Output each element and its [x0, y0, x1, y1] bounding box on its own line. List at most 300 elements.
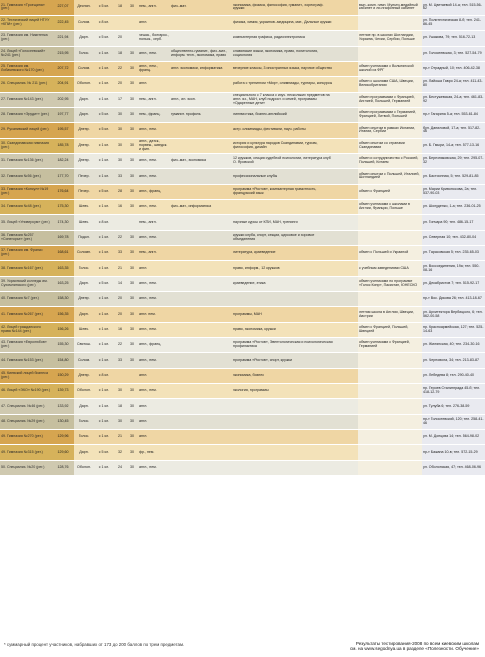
international-programs-cell: обмен опытом со странами Скандинавии: [358, 138, 422, 153]
international-programs-cell: [358, 445, 422, 460]
admission-grade-cell: с 1 кл.: [94, 199, 114, 214]
international-programs-cell: обмен с Францией, Польшей, Швецией: [358, 322, 422, 337]
address-cell: пр. Героев Сталинграда 45-б; тел. 418-12-79: [422, 384, 485, 399]
languages-cell: англ., нем.: [138, 153, 170, 168]
class-size-cell: 30: [126, 307, 138, 322]
admission-grade-cell: с 5 кл.: [94, 107, 114, 122]
international-programs-cell: обмен учениками с Вольнянской школой из ФРГ: [358, 61, 422, 76]
table-row: [0, 153, 485, 168]
district-cell: Солом.: [74, 353, 94, 368]
profile-cell: физ.-мат., экономика: [170, 153, 232, 168]
table-row: [0, 123, 485, 138]
school-name-cell: 46. Лицей «ЭКО» №190 (рег.): [0, 384, 52, 399]
test-score-cell: 133,92: [52, 399, 74, 414]
profile-cell: англ., ин. экон.: [170, 92, 232, 107]
district-cell: Оболон.: [74, 460, 94, 475]
international-programs-cell: [358, 399, 422, 414]
school-name-cell: 24. Лицей «Голосеевский» №241 (рег.): [0, 46, 52, 61]
extra-cell: [336, 261, 358, 276]
district-cell: Дарн.: [74, 107, 94, 122]
languages-cell: англ., датск., норвеж., шведск. и фин.: [138, 138, 170, 153]
test-score-cell: 163,25: [52, 276, 74, 291]
table-row: [0, 338, 485, 353]
test-score-cell: 156,35: [52, 307, 74, 322]
profile-cell: [170, 353, 232, 368]
school-name-cell: 49. Гимназия №270 (рег.): [0, 430, 52, 445]
admission-grade-cell: с 5 кл.: [94, 31, 114, 46]
class-count-cell: 22: [114, 230, 126, 245]
profile-cell: [170, 460, 232, 475]
specializations-cell: [232, 460, 336, 475]
class-size-cell: 30: [126, 353, 138, 368]
class-size-cell: 30: [126, 77, 138, 92]
school-name-cell: 39. Украинский колледж им. Сухомлинского (рег.): [0, 276, 52, 291]
district-cell: Голос.: [74, 430, 94, 445]
test-score-cell: 150,29: [52, 368, 74, 383]
district-cell: Дарн.: [74, 445, 94, 460]
admission-grade-cell: с 1 кл.: [94, 246, 114, 261]
profile-cell: [170, 123, 232, 138]
test-score-cell: 156,26: [52, 322, 74, 337]
class-size-cell: 30: [126, 230, 138, 245]
district-cell: Соломн.: [74, 246, 94, 261]
class-count-cell: 18: [114, 0, 126, 15]
class-size-cell: 30: [126, 92, 138, 107]
admission-grade-cell: с 8 кл.: [94, 15, 114, 30]
profile-cell: [170, 292, 232, 307]
specializations-cell: [232, 399, 336, 414]
class-count-cell: 21: [114, 430, 126, 445]
admission-grade-cell: с 8 кл.: [94, 368, 114, 383]
profile-cell: [170, 230, 232, 245]
school-name-cell: 50. Специализ. №20 (рег.): [0, 460, 52, 475]
class-size-cell: 30: [126, 399, 138, 414]
class-size-cell: 30: [126, 46, 138, 61]
school-name-cell: 43. Гимназия «Евролюбов» (рег.): [0, 338, 52, 353]
address-cell: ул. Архитектора Вербицкого, 6; тел. 562-00-58: [422, 307, 485, 322]
school-name-cell: 26. Специализ. № 211 (рег.): [0, 77, 52, 92]
class-count-cell: 16: [114, 199, 126, 214]
languages-cell: англ., нем.: [138, 46, 170, 61]
class-size-cell: 30: [126, 123, 138, 138]
extra-cell: [336, 184, 358, 199]
profile-cell: физ.-мат., информатика: [170, 199, 232, 214]
admission-grade-cell: с 1 кл.: [94, 261, 114, 276]
admission-grade-cell: с 1 кл.: [94, 322, 114, 337]
school-name-cell: 33. Гимназия «Консул» №19 (рег.): [0, 184, 52, 199]
admission-grade-cell: с 1 кл.: [94, 460, 114, 475]
school-name-cell: 42. Лицей гражданского права №144 (рег.): [0, 322, 52, 337]
class-count-cell: 20: [114, 77, 126, 92]
table-row: [0, 353, 485, 368]
class-count-cell: 20: [114, 307, 126, 322]
class-size-cell: 30: [126, 61, 138, 76]
class-count-cell: 33: [114, 169, 126, 184]
test-score-cell: 215,95: [52, 46, 74, 61]
languages-cell: англ., франц.: [138, 338, 170, 353]
class-size-cell: 30: [126, 138, 138, 153]
table-row: [0, 430, 485, 445]
school-name-cell: 29. Русанивский лицей (рег.): [0, 123, 52, 138]
source-note: [350, 641, 479, 652]
district-cell: Голос.: [74, 414, 94, 429]
table-row: [0, 399, 485, 414]
international-programs-cell: обмен и сотрудничество с Россией, Польшей, Китаем: [358, 153, 422, 168]
extra-cell: [336, 61, 358, 76]
test-score-cell: 227,07: [52, 0, 74, 15]
profile-cell: [170, 307, 232, 322]
district-cell: Оболон.: [74, 77, 94, 92]
admission-grade-cell: с 1 кл.: [94, 230, 114, 245]
profile-cell: [170, 368, 232, 383]
profile-cell: [170, 215, 232, 230]
district-cell: Днепр.: [74, 368, 94, 383]
admission-grade-cell: с 1 кл.: [94, 138, 114, 153]
table-row: [0, 414, 485, 429]
international-programs-cell: [358, 368, 422, 383]
class-size-cell: 30: [126, 292, 138, 307]
school-name-cell: 38. Гимназия №167 (рег.): [0, 261, 52, 276]
address-cell: ул. Декабристов 7; тел. 515-92-17: [422, 276, 485, 291]
district-cell: Подол.: [74, 230, 94, 245]
class-size-cell: 30: [126, 261, 138, 276]
table-row: [0, 384, 485, 399]
address-cell: ул. Лайоша Гавро 24-а; тел. 411-43-80: [422, 77, 485, 92]
school-name-cell: 27. Гимназия №143 (рег.): [0, 92, 52, 107]
table-row: [0, 77, 485, 92]
test-score-cell: 155,30: [52, 338, 74, 353]
languages-cell: англ.: [138, 368, 170, 383]
class-count-cell: 16: [114, 322, 126, 337]
test-score-cell: 139,73: [52, 384, 74, 399]
class-count-cell: 30: [114, 123, 126, 138]
international-programs-cell: обмен с Францией: [358, 184, 422, 199]
test-score-cell: 168,61: [52, 246, 74, 261]
address-cell: пр-т Вос. Дикова 26; тел. 413-18-67: [422, 292, 485, 307]
test-score-cell: 154,80: [52, 353, 74, 368]
languages-cell: англ., нем.: [138, 353, 170, 368]
address-cell: ул. Тулуба 6; тел. 276-38-59: [422, 399, 485, 414]
district-cell: Святош.: [74, 338, 94, 353]
address-cell: ул. Воссоединения, 19а; тел. 550-08-16: [422, 261, 485, 276]
specializations-cell: краеведение, этика: [232, 276, 336, 291]
profile-cell: [170, 15, 232, 30]
extra-cell: [336, 169, 358, 184]
languages-cell: англ. нем.: [138, 307, 170, 322]
school-name-cell: 25. Гимназия им. Лобачевского №170 (рег.): [0, 61, 52, 76]
extra-cell: [336, 31, 358, 46]
languages-cell: англ.: [138, 430, 170, 445]
specializations-cell: программа «Ростов», спорт, кружки: [232, 353, 336, 368]
test-score-cell: 128,76: [52, 460, 74, 475]
international-programs-cell: обмен программами с Францией, Англией, Польшей, Германией: [358, 92, 422, 107]
extra-cell: [336, 460, 358, 475]
specializations-cell: вечерние классы, 3 иностранных языка, научное общество: [232, 61, 336, 76]
extra-cell: [336, 353, 358, 368]
extra-cell: [336, 322, 358, 337]
class-size-cell: 30: [126, 184, 138, 199]
address-cell: бул. Даниловой, 17-а; тел. 517-82-46: [422, 123, 485, 138]
source-line-2: см. на www.segodnya.ua в разделе «Полезности. Обучение»: [349, 646, 479, 652]
address-cell: пр-т Бажана 10-в; тел. 572-15-29: [422, 445, 485, 460]
school-name-cell: 35. Лицей «Универсум» (рег.): [0, 215, 52, 230]
international-programs-cell: обмен с Польшей и Украиной: [358, 246, 422, 261]
international-programs-cell: летние пр. в школах Шотландии, Украина, Чехии, Сербии, Польше: [358, 31, 422, 46]
school-name-cell: 23. Гимназия им. Никитенка (рег.): [0, 31, 52, 46]
profile-cell: [170, 414, 232, 429]
profile-cell: физ.-мат.: [170, 0, 232, 15]
school-name-cell: 48. Специализ. №29 (рег.): [0, 414, 52, 429]
specializations-cell: работа с тренингом «Мир», олимпиады, турниры, конкурсы: [232, 77, 336, 92]
admission-grade-cell: с 1 кл.: [94, 292, 114, 307]
specializations-cell: программа «Ростов», компьютерная грамотность, французский язык: [232, 184, 336, 199]
class-count-cell: 14: [114, 276, 126, 291]
languages-cell: англ., нем.: [138, 123, 170, 138]
profile-cell: [170, 399, 232, 414]
table-row: [0, 460, 485, 475]
extra-cell: [336, 153, 358, 168]
school-name-cell: 21. Гимназия «Троещина» (рег.): [0, 0, 52, 15]
international-programs-cell: [358, 414, 422, 429]
international-programs-cell: обмен опытом в рамках Испании, Италии, Сербии: [358, 123, 422, 138]
admission-grade-cell: с 1 кл.: [94, 430, 114, 445]
table-row: [0, 184, 485, 199]
extra-cell: [336, 368, 358, 383]
class-size-cell: 30: [126, 153, 138, 168]
address-cell: ул. Бастионная, 5; тел. 529-81-85: [422, 169, 485, 184]
school-name-cell: 37. Гимназия им. Франко (рег.): [0, 246, 52, 261]
table-row: [0, 107, 485, 122]
admission-grade-cell: с 1 кл.: [94, 169, 114, 184]
class-size-cell: 30: [126, 338, 138, 353]
address-cell: ул. Марии Кривоносова, 2а; тел. 537-90-03: [422, 184, 485, 199]
district-cell: Шевч.: [74, 215, 94, 230]
admission-grade-cell: с 1 кл.: [94, 384, 114, 399]
languages-cell: нем., англ.: [138, 215, 170, 230]
profile-cell: англ. экономики, информатика: [170, 61, 232, 76]
international-programs-cell: [358, 430, 422, 445]
district-cell: Голос.: [74, 46, 94, 61]
admission-grade-cell: с 1 кл.: [94, 307, 114, 322]
languages-cell: нем., англ.: [138, 246, 170, 261]
languages-cell: англ.: [138, 414, 170, 429]
extra-cell: [336, 0, 358, 15]
address-cell: ул. Шолуденко, 1-а; тел. 236-01-25: [422, 199, 485, 214]
admission-grade-cell: с 1 кл.: [94, 414, 114, 429]
extra-cell: [336, 276, 358, 291]
table-row: [0, 92, 485, 107]
admission-grade-cell: с 5 кл.: [94, 445, 114, 460]
admission-grade-cell: с 1 кл.: [94, 77, 114, 92]
languages-cell: англ.: [138, 15, 170, 30]
extra-cell: [336, 77, 358, 92]
district-cell: Дарн.: [74, 399, 94, 414]
profile-cell: гуманит. профиль: [170, 107, 232, 122]
international-programs-cell: с учебным заведениями США: [358, 261, 422, 276]
district-cell: Днепр.: [74, 123, 94, 138]
admission-grade-cell: с 1 кл.: [94, 399, 114, 414]
district-cell: Печер.: [74, 184, 94, 199]
class-size-cell: 30: [126, 384, 138, 399]
extra-cell: [336, 107, 358, 122]
profile-cell: [170, 184, 232, 199]
specializations-cell: литература, краеведение: [232, 246, 336, 261]
class-count-cell: 28: [114, 184, 126, 199]
table-row: [0, 138, 485, 153]
class-count-cell: 21: [114, 261, 126, 276]
admission-grade-cell: с 1 кл.: [94, 153, 114, 168]
international-programs-cell: [358, 215, 422, 230]
table-row: [0, 61, 485, 76]
extra-cell: [336, 399, 358, 414]
specializations-cell: [232, 445, 336, 460]
class-count-cell: 17: [114, 92, 126, 107]
profile-cell: [170, 169, 232, 184]
specializations-cell: экономика, бизнес: [232, 368, 336, 383]
address-cell: ул. Лебедева 8; тел. 290-40-40: [422, 368, 485, 383]
international-programs-cell: вып.-комп. гимн. Мульти-медийный кабинет и ли-нгафонный кабинет: [358, 0, 422, 15]
languages-cell: фр., нем.: [138, 445, 170, 460]
class-count-cell: [114, 15, 126, 30]
admission-grade-cell: с 8 кл.: [94, 215, 114, 230]
class-size-cell: [126, 368, 138, 383]
profile-cell: [170, 77, 232, 92]
test-score-cell: 202,95: [52, 92, 74, 107]
district-cell: Печер.: [74, 169, 94, 184]
extra-cell: [336, 92, 358, 107]
table-row: [0, 261, 485, 276]
class-count-cell: 22: [114, 338, 126, 353]
test-score-cell: 207,72: [52, 61, 74, 76]
extra-cell: [336, 246, 358, 261]
international-programs-cell: обмен учениками с Францией, Германией: [358, 338, 422, 353]
extra-cell: [336, 215, 358, 230]
class-count-cell: 24: [114, 460, 126, 475]
profile-cell: [170, 246, 232, 261]
specializations-cell: история и культура народов Скандинавии, туризм, философия, дизайн: [232, 138, 336, 153]
admission-grade-cell: с 5 кл.: [94, 123, 114, 138]
extra-cell: [336, 15, 358, 30]
specializations-cell: [232, 414, 336, 429]
class-count-cell: 30: [114, 153, 126, 168]
class-size-cell: 30: [126, 276, 138, 291]
profile-cell: [170, 31, 232, 46]
test-score-cell: 195,57: [52, 123, 74, 138]
class-count-cell: 20: [114, 292, 126, 307]
school-name-cell: 32. Гимназия №56 (рег.): [0, 169, 52, 184]
table-row: [0, 276, 485, 291]
international-programs-cell: [358, 353, 422, 368]
address-cell: ул. Жилянская, 40; тел. 234-30-16: [422, 338, 485, 353]
specializations-cell: астр. олимпиады, фестивали, науч. работы: [232, 123, 336, 138]
class-count-cell: 18: [114, 399, 126, 414]
test-score-cell: 129,96: [52, 430, 74, 445]
international-programs-cell: летняя школа в Англии, Швеции, Австрии: [358, 307, 422, 322]
school-name-cell: 45. Киевский лицей бизнеса (рег.): [0, 368, 52, 383]
school-name-cell: 49. Гимназия №315 (рег.): [0, 445, 52, 460]
specializations-cell: экономика, физика, философия, гуманит., хореограф. кружки: [232, 0, 336, 15]
table-row: [0, 46, 485, 61]
school-name-cell: 30. Скандинавская гимназия (рег.): [0, 138, 52, 153]
extra-cell: [336, 230, 358, 245]
test-score-cell: 221,94: [52, 31, 74, 46]
class-count-cell: 33: [114, 353, 126, 368]
international-programs-cell: обмен опытом с Польшей, Италией, Шотландией: [358, 169, 422, 184]
test-score-cell: 163,35: [52, 261, 74, 276]
languages-cell: англ., нем., франц.: [138, 61, 170, 76]
table-row: [0, 199, 485, 214]
profile-cell: [170, 430, 232, 445]
profile-cell: [170, 445, 232, 460]
address-cell: пр. Красноармейская, 127; тел. 525-14-63: [422, 322, 485, 337]
profile-cell: [170, 322, 232, 337]
international-programs-cell: обмен программами с Германией, Францией, Литвой, Польшей: [358, 107, 422, 122]
languages-cell: англ., нем.: [138, 199, 170, 214]
specializations-cell: славянские языки, экономика, право, политология, социология: [232, 46, 336, 61]
specializations-cell: компьютерная графика, радиоэлектроника: [232, 31, 336, 46]
class-count-cell: 22: [114, 61, 126, 76]
international-programs-cell: обмен с школами США, Швеции, Великобритании: [358, 77, 422, 92]
address-cell: ул. М. Донцова 14; тел. 564-98-02: [422, 430, 485, 445]
test-score-cell: 222,45: [52, 15, 74, 30]
languages-cell: нем., франц.: [138, 107, 170, 122]
specializations-cell: 12 кружков, секция судебной психологии, литература клуб О. Яровской: [232, 153, 336, 168]
specializations-cell: программы, МАН: [232, 307, 336, 322]
admission-grade-cell: с 5 кл.: [94, 184, 114, 199]
test-score-cell: 129,60: [52, 445, 74, 460]
languages-cell: англ.: [138, 261, 170, 276]
class-size-cell: 30: [126, 430, 138, 445]
table-row: [0, 246, 485, 261]
languages-cell: англ., нем.: [138, 384, 170, 399]
district-cell: Солом.: [74, 15, 94, 30]
table-row: [0, 322, 485, 337]
table-row: [0, 215, 485, 230]
admission-grade-cell: с 5 кл.: [94, 0, 114, 15]
school-name-cell: 47. Специализ. №46 (рег.): [0, 399, 52, 414]
test-score-cell: 177,70: [52, 169, 74, 184]
test-score-cell: 204,91: [52, 77, 74, 92]
admission-grade-cell: с 5 кл.: [94, 276, 114, 291]
class-count-cell: 30: [114, 414, 126, 429]
class-count-cell: 32: [114, 445, 126, 460]
extra-cell: [336, 123, 358, 138]
international-programs-cell: обмен учениками с школами в Англии, Франции, Польше: [358, 199, 422, 214]
admission-grade-cell: с 1 кл.: [94, 338, 114, 353]
class-size-cell: [126, 31, 138, 46]
school-name-cell: 44. Гимназия №153 (рег.): [0, 353, 52, 368]
specializations-cell: экология, программы: [232, 384, 336, 399]
languages-cell: англ., нем.: [138, 460, 170, 475]
international-programs-cell: [358, 384, 422, 399]
languages-cell: англ., нем.: [138, 292, 170, 307]
test-score-cell: 175,30: [52, 199, 74, 214]
district-cell: Голос.: [74, 261, 94, 276]
test-score-cell: 197,77: [52, 107, 74, 122]
class-count-cell: [114, 368, 126, 383]
extra-cell: [336, 384, 358, 399]
class-count-cell: 30: [114, 107, 126, 122]
district-cell: Деснян.: [74, 0, 94, 15]
class-count-cell: 30: [114, 138, 126, 153]
specializations-cell: специального с 7 класса с изуч. нескольких предметов на англ. яз., МАН, клуб подрост. и семей, программы «Одаренные дети»: [232, 92, 336, 107]
specializations-cell: [232, 430, 336, 445]
class-size-cell: [126, 215, 138, 230]
languages-cell: нем., англ.: [138, 92, 170, 107]
extra-cell: [336, 445, 358, 460]
extra-cell: [336, 307, 358, 322]
class-size-cell: 30: [126, 0, 138, 15]
